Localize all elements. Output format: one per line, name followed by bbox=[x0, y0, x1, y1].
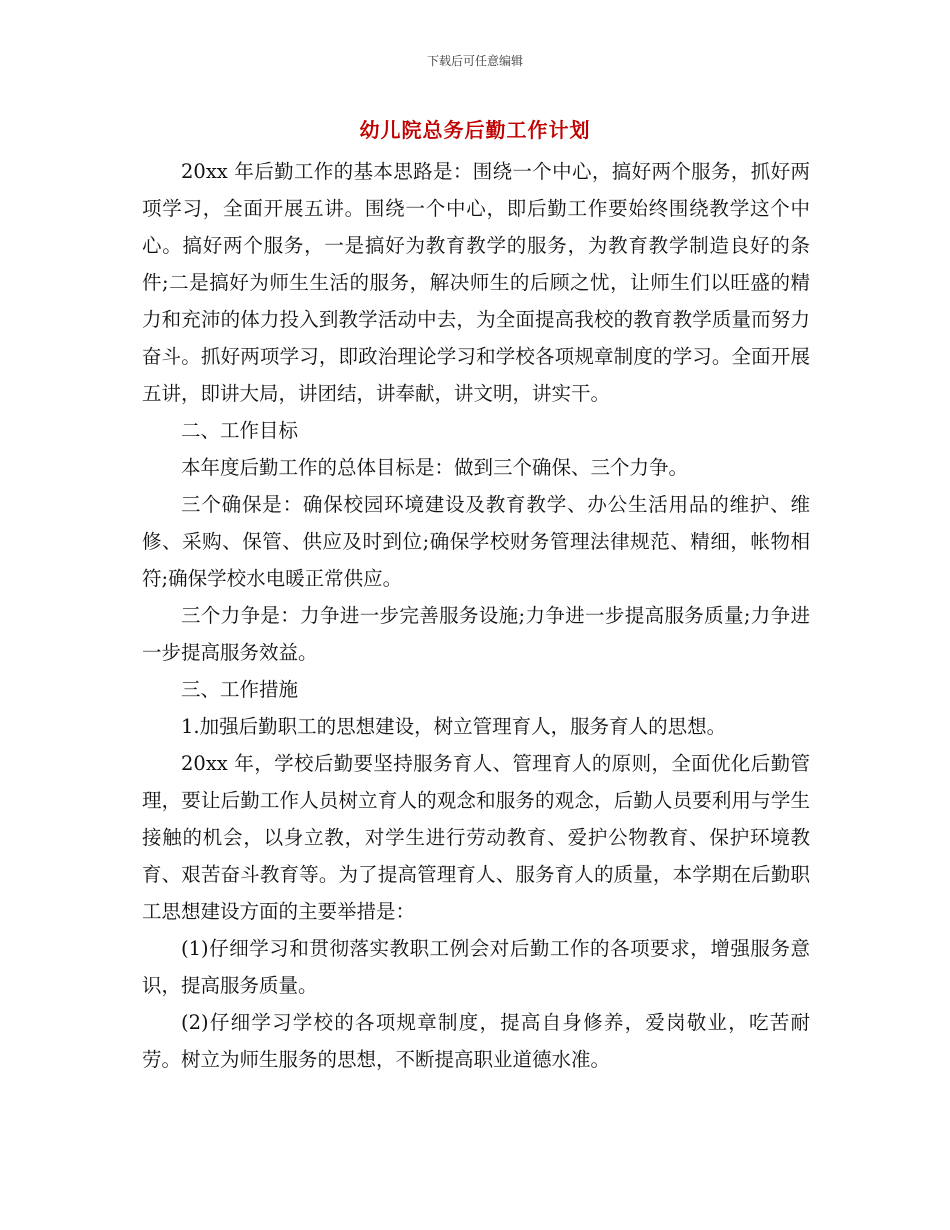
document-title: 幼儿院总务后勤工作计划 bbox=[359, 118, 591, 142]
paragraph-measure-1: 1.加强后勤职工的思想建设，树立管理育人，服务育人的思想。 bbox=[181, 715, 727, 738]
heading-work-goals: 二、工作目标 bbox=[181, 419, 299, 442]
paragraph-overall-goal: 本年度后勤工作的总体目标是：做到三个确保、三个力争。 bbox=[181, 456, 689, 479]
paragraph-item-1: (1)仔细学习和贯彻落实教职工例会对后勤工作的各项要求，增强服务意识，提高服务质量。 bbox=[142, 937, 810, 997]
document-body bbox=[142, 153, 810, 1078]
paragraph-service-education: 20xx 年，学校后勤要坚持服务育人、管理育人的原则，全面优化后勤管理，要让后勤工作人员树立育人的观念和服务的观念，后勤人员要利用与学生接触的机会，以身立教，对学生进行劳动教育、爱护公物教育、保护环境教育、艰苦奋斗教育等。为了提高管理育人、服务育人的质量，本学期在后勤职工思想建设方面的主要举措是： bbox=[142, 752, 810, 923]
paragraph-basic-ideas: 20xx 年后勤工作的基本思路是：围绕一个中心，搞好两个服务，抓好两项学习，全面开展五讲。围绕一个中心，即后勤工作要始终围绕教学这个中心。搞好两个服务，一是搞好为教育教学的服务，为教育教学制造良好的条件;二是搞好为师生生活的服务，解决师生的后顾之忧，让师生们以旺盛的精力和充沛的体力投入到教学活动中去，为全面提高我校的教育教学质量而努力奋斗。抓好两项学习，即政治理论学习和学校各项规章制度的学习。全面开展五讲，即讲大局，讲团结，讲奉献，讲文明，讲实干。 bbox=[142, 160, 810, 405]
paragraph-three-ensures: 三个确保是：确保校园环境建设及教育教学、办公生活用品的维护、维修、采购、保管、供应及时到位;确保学校财务管理法律规范、精细，帐物相符;确保学校水电暖正常供应。 bbox=[142, 493, 810, 590]
heading-work-measures: 三、工作措施 bbox=[181, 678, 299, 701]
paragraph-item-2: (2)仔细学习学校的各项规章制度，提高自身修养，爱岗敬业，吃苦耐劳。树立为师生服务的思想，不断提高职业道德水准。 bbox=[142, 1011, 810, 1071]
header-note: 下载后可任意编辑 bbox=[426, 54, 523, 68]
paragraph-three-strives: 三个力争是：力争进一步完善服务设施;力争进一步提高服务质量;力争进一步提高服务效益。 bbox=[142, 604, 810, 664]
